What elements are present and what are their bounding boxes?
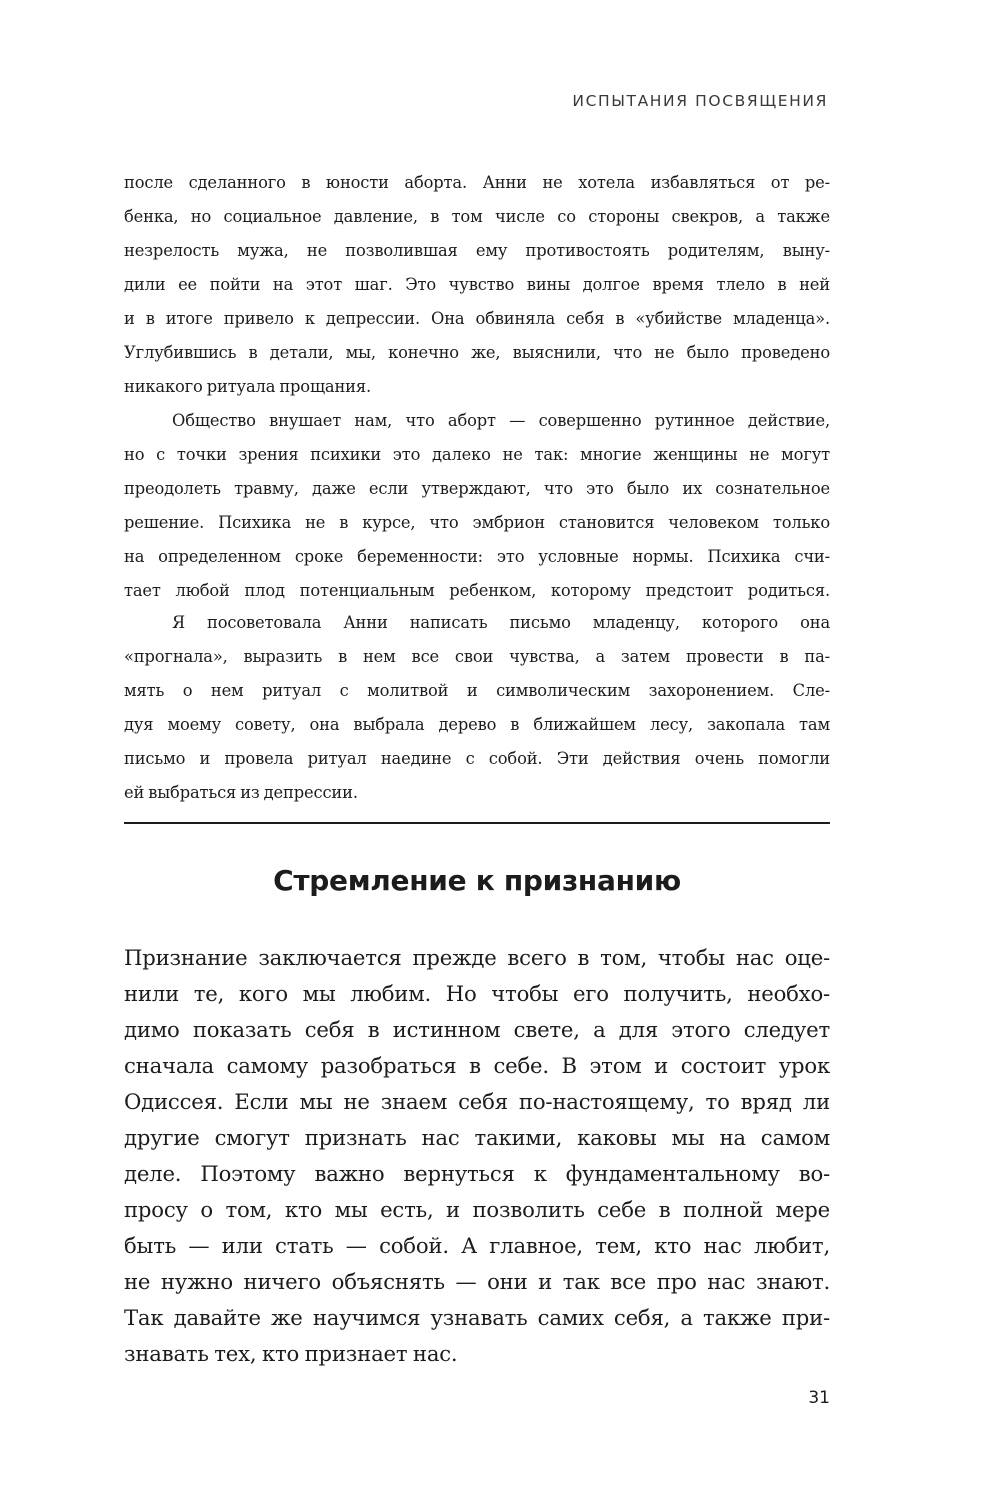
text-line: сначала самому разобраться в себе. В этом и состоит урок xyxy=(124,1053,830,1078)
text-line: тает любой плод потенциальным ребенком, которому предстоит родиться. xyxy=(124,581,830,600)
text-line: дуя моему совету, она выбрала дерево в ближайшем лесу, закопала там xyxy=(124,715,830,734)
text-line: деле. Поэтому важно вернуться к фундаментальному во- xyxy=(124,1161,830,1186)
text-line: Одиссея. Если мы не знаем себя по-настоящему, то вряд ли xyxy=(124,1089,830,1114)
section-heading: Стремление к признанию xyxy=(273,864,681,897)
text-line: знавать тех, кто признает нас. xyxy=(124,1341,458,1366)
text-line: Так давайте же научимся узнавать самих себя, а также при- xyxy=(124,1305,830,1330)
text-line: но с точки зрения психики это далеко не так: многие женщины не могут xyxy=(124,445,830,464)
text-line: не нужно ничего объяснять — они и так все про нас знают. xyxy=(124,1269,830,1294)
text-line: Я посоветовала Анни написать письмо младенцу, которого она xyxy=(172,613,830,632)
text-line: Признание заключается прежде всего в том, чтобы нас оце- xyxy=(124,945,830,970)
text-line: нили те, кого мы любим. Но чтобы его получить, необхо- xyxy=(124,981,830,1006)
text-line: после сделанного в юности аборта. Анни не хотела избавляться от ре- xyxy=(124,173,830,192)
text-line: димо показать себя в истинном свете, а для этого следует xyxy=(124,1017,830,1042)
text-line: другие смогут признать нас такими, каковы мы на самом xyxy=(124,1125,830,1150)
section-divider xyxy=(124,822,830,824)
running-head: ИСПЫТАНИЯ ПОСВЯЩЕНИЯ xyxy=(572,92,828,110)
text-line: письмо и провела ритуал наедине с собой. Эти действия очень помогли xyxy=(124,749,830,768)
text-line: незрелость мужа, не позволившая ему противостоять родителям, выну- xyxy=(124,241,830,260)
text-line: Углубившись в детали, мы, конечно же, выяснили, что не было проведено xyxy=(124,343,830,362)
text-line: на определенном сроке беременности: это условные нормы. Психика счи- xyxy=(124,547,830,566)
page-number: 31 xyxy=(808,1388,830,1408)
text-line: решение. Психика не в курсе, что эмбрион становится человеком только xyxy=(124,513,830,532)
text-line: быть — или стать — собой. А главное, тем, кто нас любит, xyxy=(124,1233,830,1258)
text-line: ей выбраться из депрессии. xyxy=(124,783,358,802)
text-line: Общество внушает нам, что аборт — совершенно рутинное действие, xyxy=(172,411,830,430)
text-line: и в итоге привело к депрессии. Она обвиняла себя в «убийстве младенца». xyxy=(124,309,830,328)
text-line: «прогнала», выразить в нем все свои чувства, а затем провести в па- xyxy=(124,647,830,666)
text-line: мять о нем ритуал с молитвой и символическим захоронением. Сле- xyxy=(124,681,830,700)
text-line: никакого ритуала прощания. xyxy=(124,377,372,396)
text-line: преодолеть травму, даже если утверждают, что это было их сознательное xyxy=(124,479,830,498)
text-line: дили ее пойти на этот шаг. Это чувство вины долгое время тлело в ней xyxy=(124,275,830,294)
text-line: просу о том, кто мы есть, и позволить себе в полной мере xyxy=(124,1197,830,1222)
text-line: бенка, но социальное давление, в том числе со стороны свекров, а также xyxy=(124,207,830,226)
